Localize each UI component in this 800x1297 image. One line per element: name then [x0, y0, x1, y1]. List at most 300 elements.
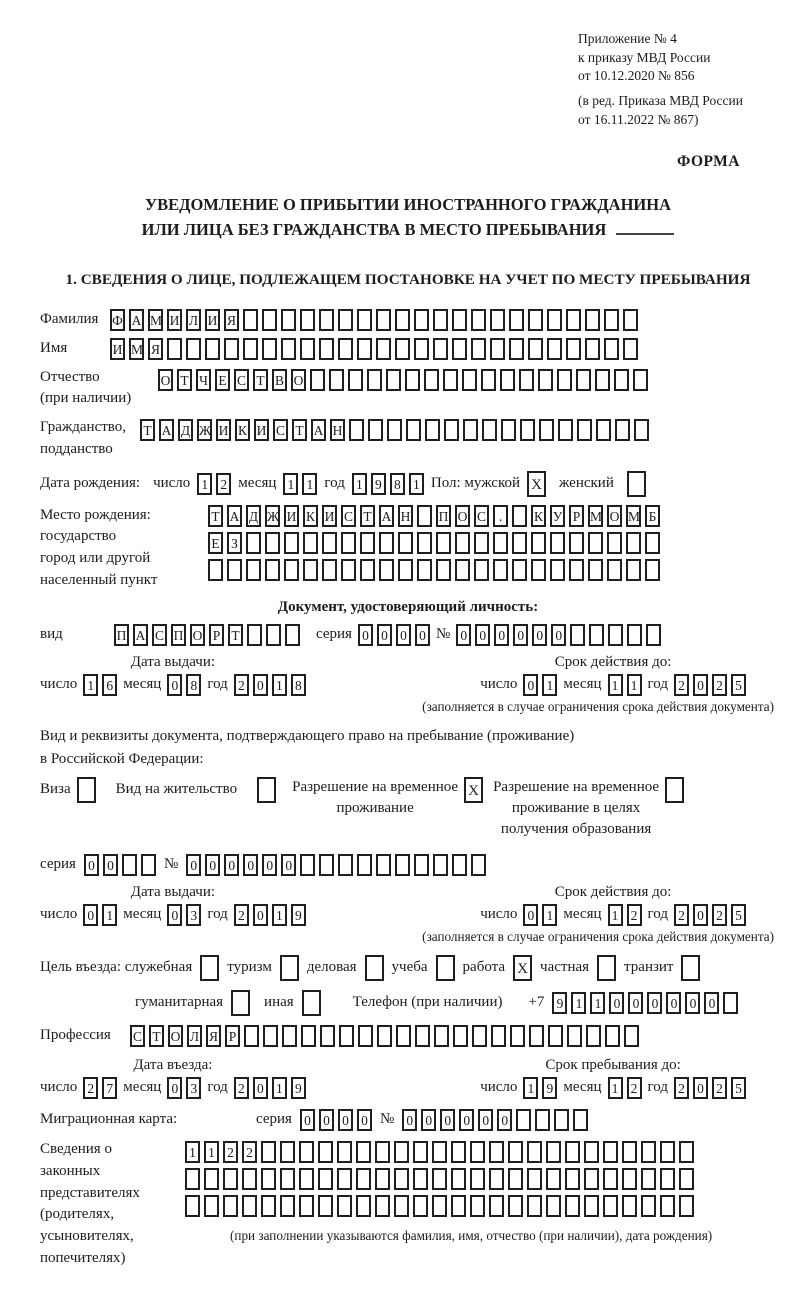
- char-cell[interactable]: [300, 854, 315, 876]
- char-cell[interactable]: [432, 1141, 447, 1163]
- char-cell[interactable]: [280, 1141, 295, 1163]
- char-cell[interactable]: 8: [390, 473, 405, 495]
- purpose-study-checkbox[interactable]: [436, 955, 455, 981]
- char-cell[interactable]: [641, 1141, 656, 1163]
- char-cell[interactable]: [223, 1195, 238, 1217]
- char-cell[interactable]: [489, 1195, 504, 1217]
- birthplace-cells-row2[interactable]: [208, 532, 660, 554]
- char-cell[interactable]: [375, 1195, 390, 1217]
- char-cell[interactable]: 0: [300, 1109, 315, 1131]
- char-cell[interactable]: [318, 1168, 333, 1190]
- char-cell[interactable]: 0: [497, 1109, 512, 1131]
- char-cell[interactable]: 1: [204, 1141, 219, 1163]
- char-cell[interactable]: [300, 338, 315, 360]
- char-cell[interactable]: [367, 369, 382, 391]
- char-cell[interactable]: 9: [291, 1077, 306, 1099]
- char-cell[interactable]: 1: [102, 904, 117, 926]
- char-cell[interactable]: [281, 309, 296, 331]
- char-cell[interactable]: [546, 1195, 561, 1217]
- char-cell[interactable]: .: [493, 505, 508, 527]
- char-cell[interactable]: [584, 1141, 599, 1163]
- patronymic-cells[interactable]: [158, 369, 648, 391]
- mig-series-cells[interactable]: [300, 1109, 372, 1131]
- sex-female-checkbox[interactable]: [627, 471, 646, 497]
- purpose-other-checkbox[interactable]: [302, 990, 321, 1016]
- char-cell[interactable]: 0: [338, 1109, 353, 1131]
- char-cell[interactable]: 2: [712, 1077, 727, 1099]
- char-cell[interactable]: О: [158, 369, 173, 391]
- char-cell[interactable]: [358, 1025, 373, 1047]
- char-cell[interactable]: 1: [523, 1077, 538, 1099]
- char-cell[interactable]: [558, 419, 573, 441]
- char-cell[interactable]: С: [341, 505, 356, 527]
- char-cell[interactable]: 0: [478, 1109, 493, 1131]
- char-cell[interactable]: [341, 559, 356, 581]
- char-cell[interactable]: 0: [551, 624, 566, 646]
- char-cell[interactable]: Я: [224, 309, 239, 331]
- char-cell[interactable]: 5: [731, 1077, 746, 1099]
- char-cell[interactable]: [398, 532, 413, 554]
- char-cell[interactable]: С: [474, 505, 489, 527]
- char-cell[interactable]: [375, 1141, 390, 1163]
- char-cell[interactable]: 0: [319, 1109, 334, 1131]
- permit-valid-day-cells[interactable]: [523, 904, 557, 926]
- char-cell[interactable]: [379, 559, 394, 581]
- char-cell[interactable]: [337, 1141, 352, 1163]
- char-cell[interactable]: [186, 338, 201, 360]
- residence-permit-option[interactable]: [116, 777, 276, 803]
- char-cell[interactable]: Т: [360, 505, 375, 527]
- char-cell[interactable]: [508, 1141, 523, 1163]
- char-cell[interactable]: [122, 854, 137, 876]
- char-cell[interactable]: Т: [208, 505, 223, 527]
- char-cell[interactable]: [349, 419, 364, 441]
- char-cell[interactable]: [565, 1168, 580, 1190]
- char-cell[interactable]: [624, 1025, 639, 1047]
- char-cell[interactable]: 9: [371, 473, 386, 495]
- mig-number-cells[interactable]: [402, 1109, 588, 1131]
- char-cell[interactable]: [493, 532, 508, 554]
- char-cell[interactable]: У: [550, 505, 565, 527]
- char-cell[interactable]: 2: [234, 674, 249, 696]
- char-cell[interactable]: [265, 559, 280, 581]
- char-cell[interactable]: [243, 309, 258, 331]
- char-cell[interactable]: [565, 1141, 580, 1163]
- char-cell[interactable]: [310, 369, 325, 391]
- char-cell[interactable]: [451, 1141, 466, 1163]
- char-cell[interactable]: 1: [542, 674, 557, 696]
- char-cell[interactable]: [604, 309, 619, 331]
- char-cell[interactable]: 0: [402, 1109, 417, 1131]
- char-cell[interactable]: Ж: [197, 419, 212, 441]
- char-cell[interactable]: [566, 338, 581, 360]
- char-cell[interactable]: [417, 532, 432, 554]
- char-cell[interactable]: И: [322, 505, 337, 527]
- char-cell[interactable]: [395, 338, 410, 360]
- char-cell[interactable]: [531, 532, 546, 554]
- char-cell[interactable]: [185, 1168, 200, 1190]
- char-cell[interactable]: [356, 1168, 371, 1190]
- char-cell[interactable]: 0: [532, 624, 547, 646]
- char-cell[interactable]: 2: [627, 904, 642, 926]
- char-cell[interactable]: [557, 369, 572, 391]
- doc-issue-year-cells[interactable]: [234, 674, 306, 696]
- char-cell[interactable]: [425, 419, 440, 441]
- char-cell[interactable]: Н: [330, 419, 345, 441]
- char-cell[interactable]: [546, 1141, 561, 1163]
- doc-valid-month-cells[interactable]: [608, 674, 642, 696]
- char-cell[interactable]: [436, 559, 451, 581]
- permit-issue-year-cells[interactable]: [234, 904, 306, 926]
- char-cell[interactable]: К: [303, 505, 318, 527]
- char-cell[interactable]: [509, 338, 524, 360]
- char-cell[interactable]: [660, 1168, 675, 1190]
- char-cell[interactable]: [357, 854, 372, 876]
- char-cell[interactable]: [303, 559, 318, 581]
- char-cell[interactable]: [723, 992, 738, 1014]
- char-cell[interactable]: [645, 532, 660, 554]
- char-cell[interactable]: [337, 1195, 352, 1217]
- char-cell[interactable]: [627, 624, 642, 646]
- char-cell[interactable]: [569, 559, 584, 581]
- permit-valid-year-cells[interactable]: [674, 904, 746, 926]
- char-cell[interactable]: [386, 369, 401, 391]
- char-cell[interactable]: 0: [421, 1109, 436, 1131]
- char-cell[interactable]: [452, 338, 467, 360]
- char-cell[interactable]: [565, 1195, 580, 1217]
- char-cell[interactable]: [266, 624, 281, 646]
- entry-year-cells[interactable]: [234, 1077, 306, 1099]
- char-cell[interactable]: 0: [685, 992, 700, 1014]
- char-cell[interactable]: [299, 1195, 314, 1217]
- char-cell[interactable]: [300, 309, 315, 331]
- char-cell[interactable]: 0: [693, 1077, 708, 1099]
- char-cell[interactable]: [474, 532, 489, 554]
- char-cell[interactable]: [554, 1109, 569, 1131]
- char-cell[interactable]: [242, 1168, 257, 1190]
- char-cell[interactable]: [337, 1168, 352, 1190]
- char-cell[interactable]: 3: [186, 904, 201, 926]
- char-cell[interactable]: [246, 559, 261, 581]
- char-cell[interactable]: [550, 559, 565, 581]
- char-cell[interactable]: [338, 338, 353, 360]
- char-cell[interactable]: [376, 854, 391, 876]
- char-cell[interactable]: М: [148, 309, 163, 331]
- char-cell[interactable]: И: [216, 419, 231, 441]
- char-cell[interactable]: [585, 309, 600, 331]
- char-cell[interactable]: 2: [242, 1141, 257, 1163]
- char-cell[interactable]: М: [626, 505, 641, 527]
- char-cell[interactable]: 0: [440, 1109, 455, 1131]
- char-cell[interactable]: [376, 338, 391, 360]
- char-cell[interactable]: [608, 624, 623, 646]
- char-cell[interactable]: 1: [627, 674, 642, 696]
- char-cell[interactable]: Т: [149, 1025, 164, 1047]
- char-cell[interactable]: [471, 338, 486, 360]
- char-cell[interactable]: [455, 559, 470, 581]
- char-cell[interactable]: 1: [302, 473, 317, 495]
- char-cell[interactable]: [462, 369, 477, 391]
- char-cell[interactable]: [470, 1195, 485, 1217]
- char-cell[interactable]: Т: [140, 419, 155, 441]
- char-cell[interactable]: О: [607, 505, 622, 527]
- char-cell[interactable]: [501, 419, 516, 441]
- char-cell[interactable]: [604, 338, 619, 360]
- char-cell[interactable]: [227, 559, 242, 581]
- char-cell[interactable]: 9: [291, 904, 306, 926]
- stay-month-cells[interactable]: [608, 1077, 642, 1099]
- char-cell[interactable]: [482, 419, 497, 441]
- char-cell[interactable]: 2: [712, 904, 727, 926]
- char-cell[interactable]: 0: [475, 624, 490, 646]
- char-cell[interactable]: А: [379, 505, 394, 527]
- profession-cells[interactable]: [130, 1025, 639, 1047]
- stay-year-cells[interactable]: [674, 1077, 746, 1099]
- char-cell[interactable]: [284, 532, 299, 554]
- char-cell[interactable]: [546, 1168, 561, 1190]
- char-cell[interactable]: Д: [246, 505, 261, 527]
- char-cell[interactable]: [595, 369, 610, 391]
- entry-month-cells[interactable]: [167, 1077, 201, 1099]
- purpose-business-checkbox[interactable]: [365, 955, 384, 981]
- char-cell[interactable]: [167, 338, 182, 360]
- char-cell[interactable]: [319, 338, 334, 360]
- representatives-cells-row3[interactable]: [185, 1195, 712, 1217]
- char-cell[interactable]: [622, 1168, 637, 1190]
- char-cell[interactable]: [490, 309, 505, 331]
- char-cell[interactable]: З: [227, 532, 242, 554]
- char-cell[interactable]: [433, 309, 448, 331]
- char-cell[interactable]: А: [227, 505, 242, 527]
- char-cell[interactable]: [641, 1195, 656, 1217]
- entry-day-cells[interactable]: [83, 1077, 117, 1099]
- char-cell[interactable]: [623, 338, 638, 360]
- char-cell[interactable]: И: [110, 338, 125, 360]
- char-cell[interactable]: 9: [542, 1077, 557, 1099]
- char-cell[interactable]: [489, 1141, 504, 1163]
- surname-cells[interactable]: [110, 309, 638, 331]
- char-cell[interactable]: Н: [398, 505, 413, 527]
- char-cell[interactable]: [320, 1025, 335, 1047]
- char-cell[interactable]: 1: [409, 473, 424, 495]
- char-cell[interactable]: 0: [693, 674, 708, 696]
- char-cell[interactable]: А: [311, 419, 326, 441]
- char-cell[interactable]: [443, 369, 458, 391]
- title-blank-line[interactable]: [616, 221, 674, 235]
- char-cell[interactable]: [528, 309, 543, 331]
- char-cell[interactable]: [415, 1025, 430, 1047]
- char-cell[interactable]: [622, 1141, 637, 1163]
- char-cell[interactable]: [360, 559, 375, 581]
- char-cell[interactable]: [463, 419, 478, 441]
- char-cell[interactable]: [357, 338, 372, 360]
- char-cell[interactable]: Я: [206, 1025, 221, 1047]
- char-cell[interactable]: 2: [223, 1141, 238, 1163]
- char-cell[interactable]: [679, 1141, 694, 1163]
- char-cell[interactable]: Ф: [110, 309, 125, 331]
- char-cell[interactable]: [550, 532, 565, 554]
- char-cell[interactable]: [377, 1025, 392, 1047]
- char-cell[interactable]: [512, 559, 527, 581]
- purpose-work-checkbox[interactable]: X: [513, 955, 532, 981]
- temp-permit-option[interactable]: [292, 777, 483, 819]
- char-cell[interactable]: [596, 419, 611, 441]
- char-cell[interactable]: [375, 1168, 390, 1190]
- char-cell[interactable]: [368, 419, 383, 441]
- char-cell[interactable]: 2: [674, 904, 689, 926]
- char-cell[interactable]: [379, 532, 394, 554]
- char-cell[interactable]: [471, 309, 486, 331]
- char-cell[interactable]: [319, 309, 334, 331]
- char-cell[interactable]: Л: [186, 309, 201, 331]
- char-cell[interactable]: [614, 369, 629, 391]
- char-cell[interactable]: О: [455, 505, 470, 527]
- char-cell[interactable]: 0: [377, 624, 392, 646]
- char-cell[interactable]: 1: [608, 904, 623, 926]
- purpose-humanitarian-checkbox[interactable]: [231, 990, 250, 1016]
- char-cell[interactable]: 1: [608, 1077, 623, 1099]
- char-cell[interactable]: [432, 1195, 447, 1217]
- doc-number-cells[interactable]: [456, 624, 661, 646]
- char-cell[interactable]: [577, 419, 592, 441]
- char-cell[interactable]: 2: [674, 1077, 689, 1099]
- char-cell[interactable]: [424, 369, 439, 391]
- char-cell[interactable]: О: [168, 1025, 183, 1047]
- char-cell[interactable]: [285, 624, 300, 646]
- char-cell[interactable]: Р: [209, 624, 224, 646]
- char-cell[interactable]: 2: [627, 1077, 642, 1099]
- stay-day-cells[interactable]: [523, 1077, 557, 1099]
- char-cell[interactable]: [607, 559, 622, 581]
- char-cell[interactable]: 5: [731, 674, 746, 696]
- char-cell[interactable]: [531, 559, 546, 581]
- char-cell[interactable]: [508, 1195, 523, 1217]
- char-cell[interactable]: 0: [704, 992, 719, 1014]
- char-cell[interactable]: [398, 559, 413, 581]
- char-cell[interactable]: Т: [292, 419, 307, 441]
- char-cell[interactable]: [322, 532, 337, 554]
- char-cell[interactable]: [641, 1168, 656, 1190]
- char-cell[interactable]: К: [235, 419, 250, 441]
- char-cell[interactable]: 3: [186, 1077, 201, 1099]
- char-cell[interactable]: [527, 1168, 542, 1190]
- char-cell[interactable]: [634, 419, 649, 441]
- char-cell[interactable]: О: [190, 624, 205, 646]
- char-cell[interactable]: 0: [253, 904, 268, 926]
- char-cell[interactable]: [357, 309, 372, 331]
- char-cell[interactable]: [224, 338, 239, 360]
- char-cell[interactable]: С: [152, 624, 167, 646]
- char-cell[interactable]: 0: [456, 624, 471, 646]
- char-cell[interactable]: [490, 338, 505, 360]
- char-cell[interactable]: Р: [569, 505, 584, 527]
- firstname-cells[interactable]: [110, 338, 638, 360]
- char-cell[interactable]: [512, 505, 527, 527]
- purpose-transit-checkbox[interactable]: [681, 955, 700, 981]
- char-cell[interactable]: 0: [167, 904, 182, 926]
- char-cell[interactable]: [243, 338, 258, 360]
- permit-number-cells[interactable]: [186, 854, 486, 876]
- char-cell[interactable]: [588, 559, 603, 581]
- char-cell[interactable]: 0: [609, 992, 624, 1014]
- char-cell[interactable]: [481, 369, 496, 391]
- char-cell[interactable]: [520, 419, 535, 441]
- char-cell[interactable]: И: [205, 309, 220, 331]
- char-cell[interactable]: П: [171, 624, 186, 646]
- char-cell[interactable]: Т: [228, 624, 243, 646]
- permit-issue-day-cells[interactable]: [83, 904, 117, 926]
- char-cell[interactable]: Д: [178, 419, 193, 441]
- char-cell[interactable]: [538, 369, 553, 391]
- char-cell[interactable]: 1: [197, 473, 212, 495]
- char-cell[interactable]: 5: [731, 904, 746, 926]
- purpose-private-checkbox[interactable]: [597, 955, 616, 981]
- char-cell[interactable]: 0: [396, 624, 411, 646]
- char-cell[interactable]: [434, 1025, 449, 1047]
- char-cell[interactable]: [508, 1168, 523, 1190]
- char-cell[interactable]: [453, 1025, 468, 1047]
- char-cell[interactable]: [584, 1168, 599, 1190]
- char-cell[interactable]: [262, 338, 277, 360]
- char-cell[interactable]: [360, 532, 375, 554]
- doc-issue-day-cells[interactable]: [83, 674, 117, 696]
- char-cell[interactable]: [452, 854, 467, 876]
- char-cell[interactable]: [338, 309, 353, 331]
- char-cell[interactable]: [329, 369, 344, 391]
- char-cell[interactable]: 0: [205, 854, 220, 876]
- birth-month-cells[interactable]: [283, 473, 317, 495]
- char-cell[interactable]: 0: [666, 992, 681, 1014]
- char-cell[interactable]: 7: [102, 1077, 117, 1099]
- char-cell[interactable]: [588, 532, 603, 554]
- char-cell[interactable]: [322, 559, 337, 581]
- char-cell[interactable]: [516, 1109, 531, 1131]
- char-cell[interactable]: [244, 1025, 259, 1047]
- char-cell[interactable]: [282, 1025, 297, 1047]
- char-cell[interactable]: М: [588, 505, 603, 527]
- char-cell[interactable]: 2: [216, 473, 231, 495]
- char-cell[interactable]: 1: [272, 1077, 287, 1099]
- char-cell[interactable]: [603, 1168, 618, 1190]
- char-cell[interactable]: 1: [83, 674, 98, 696]
- char-cell[interactable]: 0: [253, 674, 268, 696]
- char-cell[interactable]: [527, 1141, 542, 1163]
- char-cell[interactable]: [394, 1141, 409, 1163]
- char-cell[interactable]: [509, 309, 524, 331]
- char-cell[interactable]: [394, 1168, 409, 1190]
- char-cell[interactable]: [341, 532, 356, 554]
- char-cell[interactable]: С: [130, 1025, 145, 1047]
- char-cell[interactable]: [452, 309, 467, 331]
- char-cell[interactable]: [585, 338, 600, 360]
- char-cell[interactable]: [413, 1195, 428, 1217]
- char-cell[interactable]: [645, 559, 660, 581]
- char-cell[interactable]: [338, 854, 353, 876]
- char-cell[interactable]: [417, 559, 432, 581]
- char-cell[interactable]: [527, 1195, 542, 1217]
- char-cell[interactable]: [417, 505, 432, 527]
- char-cell[interactable]: [470, 1168, 485, 1190]
- char-cell[interactable]: [223, 1168, 238, 1190]
- char-cell[interactable]: [414, 854, 429, 876]
- char-cell[interactable]: 0: [83, 904, 98, 926]
- char-cell[interactable]: 0: [693, 904, 708, 926]
- char-cell[interactable]: Л: [187, 1025, 202, 1047]
- char-cell[interactable]: С: [273, 419, 288, 441]
- char-cell[interactable]: А: [129, 309, 144, 331]
- char-cell[interactable]: 0: [523, 904, 538, 926]
- char-cell[interactable]: [356, 1195, 371, 1217]
